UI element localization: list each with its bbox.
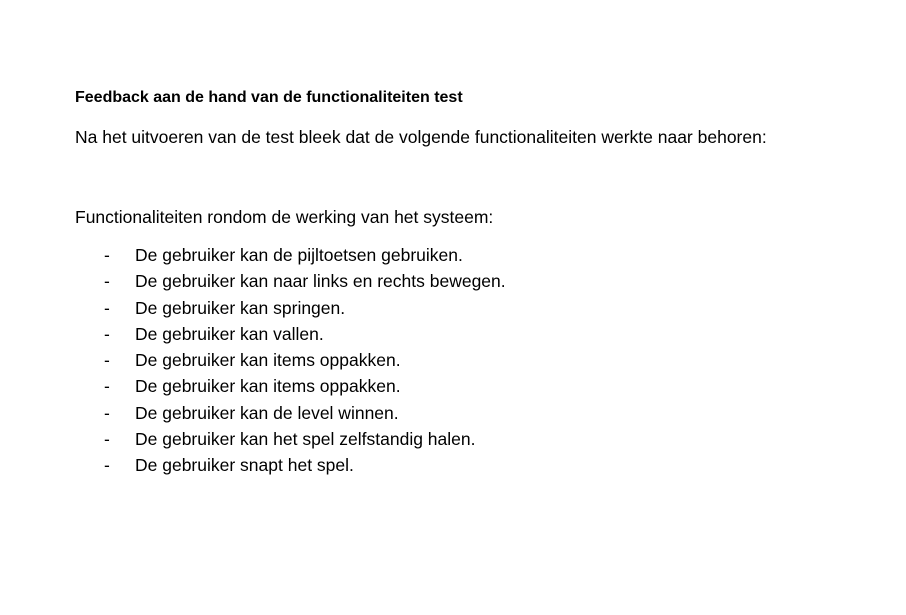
list-item-text: De gebruiker kan springen. — [135, 297, 346, 318]
document-heading: Feedback aan de hand van de functionaliteiten test — [75, 89, 463, 106]
list-item-text: De gebruiker kan de level winnen. — [135, 402, 399, 423]
bullet-dash: - — [104, 271, 110, 292]
bullet-dash: - — [104, 323, 110, 344]
bullet-dash: - — [104, 455, 110, 476]
bullet-dash: - — [104, 429, 110, 450]
list-item-text: De gebruiker kan de pijltoetsen gebruiken. — [135, 245, 463, 265]
list-item-text: De gebruiker snapt het spel. — [135, 455, 354, 476]
list-item-text: De gebruiker kan naar links en rechts bewegen. — [135, 271, 506, 292]
bullet-dash: - — [104, 297, 110, 318]
bullet-dash: - — [104, 350, 110, 371]
list-item-text: De gebruiker kan items oppakken. — [135, 376, 401, 397]
bullet-dash: - — [104, 376, 110, 397]
bullet-dash: - — [104, 245, 110, 265]
list-item-text: De gebruiker kan het spel zelfstandig halen. — [135, 429, 476, 450]
list-item-text: De gebruiker kan items oppakken. — [135, 350, 401, 371]
list-item-text: De gebruiker kan vallen. — [135, 323, 324, 344]
bullet-dash: - — [104, 402, 110, 423]
section-label: Functionaliteiten rondom de werking van het systeem: — [75, 207, 494, 227]
intro-paragraph: Na het uitvoeren van de test bleek dat de volgende functionaliteiten werkte naar behoren: — [75, 127, 767, 147]
